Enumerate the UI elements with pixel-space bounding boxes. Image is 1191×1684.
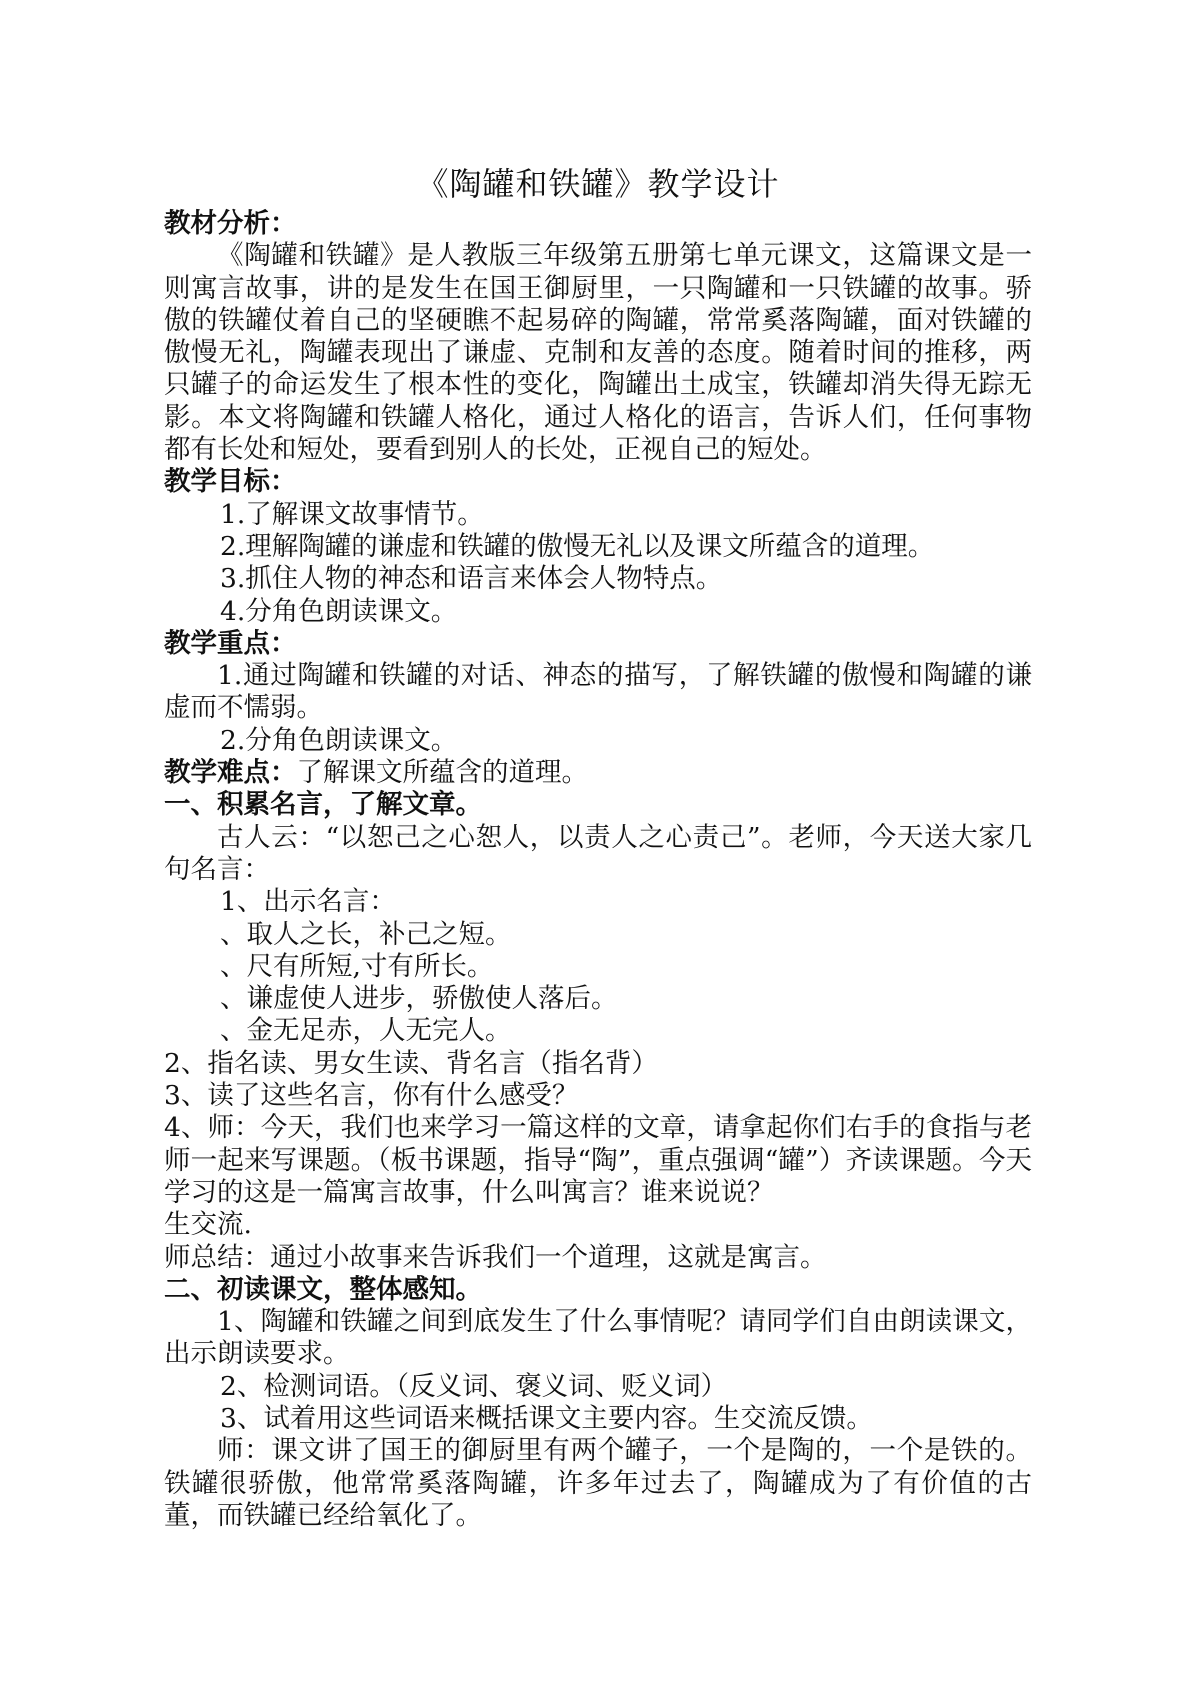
difficulty-body: 了解课文所蕴含的道理。 (296, 757, 588, 789)
part1-step4: 4、师：今天，我们也来学习一篇这样的文章，请拿起你们右手的食指与老师一起来写课题。（板书课题，指导“陶”，重点强调“罐”）齐读课题。今天学习的这是一篇寓言故事，什么叫寓言？谁来说说？ (164, 1112, 1032, 1208)
keypoint-item-2: 2.分角色朗读课文。 (220, 724, 458, 756)
difficulty-line (164, 757, 1032, 789)
keypoints-heading: 教学重点： (164, 627, 297, 659)
part1-summary: 师总结：通过小故事来告诉我们一个道理，这就是寓言。 (164, 1241, 827, 1273)
document-page (164, 164, 1032, 1532)
part2-step2: 2、检测词语。（反义词、褒义词、贬义词） (220, 1370, 728, 1402)
difficulty-heading: 教学难点： (164, 757, 297, 789)
goal-item-2: 2.理解陶罐的谦虚和铁罐的傲慢无礼以及课文所蕴含的道理。 (220, 530, 935, 562)
part2-step1: 1、陶罐和铁罐之间到底发生了什么事情呢？请同学们自由朗读课文，出示朗读要求。 (164, 1306, 1032, 1370)
part1-intro: 古人云：“以恕己之心恕人，以责人之心责己”。老师，今天送大家几句名言： (164, 821, 1032, 885)
quote-item-1: 、取人之长，补己之短。 (220, 918, 512, 950)
part1-step3: 3、读了这些名言，你有什么感受？ (164, 1080, 579, 1112)
goal-item-3: 3.抓住人物的神态和语言来体会人物特点。 (220, 563, 723, 595)
part2-teacher: 师：课文讲了国王的御厨里有两个罐子，一个是陶的，一个是铁的。铁罐很骄傲，他常常奚落陶罐，许多年过去了，陶罐成为了有价值的古董，而铁罐已经给氧化了。 (164, 1435, 1032, 1531)
part1-step1: 1、出示名言： (220, 886, 396, 918)
analysis-heading: 教材分析： (164, 208, 297, 239)
part2-step3: 3、试着用这些词语来概括课文主要内容。生交流反馈。 (220, 1402, 873, 1434)
goals-heading: 教学目标： (164, 466, 297, 498)
analysis-body: 《陶罐和铁罐》是人教版三年级第五册第七单元课文，这篇课文是一则寓言故事，讲的是发生在国王御厨里，一只陶罐和一只铁罐的故事。骄傲的铁罐仗着自己的坚硬瞧不起易碎的陶罐，常常奚落陶罐，面对铁罐的傲慢无礼，陶罐表现出了谦虚、克制和友善的态度。随着时间的推移，两只罐子的命运发生了根本性的变化，陶罐出土成宝，铁罐却消失得无踪无影。本文将陶罐和铁罐人格化，通过人格化的语言，告诉人们，任何事物都有长处和短处，要看到别人的长处，正视自己的短处。 (164, 240, 1032, 466)
quote-item-2: 、尺有所短,寸有所长。 (220, 950, 494, 982)
part1-heading: 一、积累名言，了解文章。 (164, 789, 482, 821)
quote-item-3: 、谦虚使人进步，骄傲使人落后。 (220, 983, 618, 1015)
keypoint-item-1: 1.通过陶罐和铁罐的对话、神态的描写，了解铁罐的傲慢和陶罐的谦虚而不懦弱。 (164, 660, 1032, 724)
part2-heading: 二、初读课文，整体感知。 (164, 1273, 482, 1305)
goal-item-4: 4.分角色朗读课文。 (220, 595, 458, 627)
part1-step2: 2、指名读、男女生读、背名言（指名背） (164, 1047, 658, 1079)
document-title: 《陶罐和铁罐》教学设计 (416, 165, 780, 203)
goal-item-1: 1.了解课文故事情节。 (220, 498, 484, 530)
quote-item-4: 、金无足赤，人无完人。 (220, 1015, 512, 1047)
part1-student: 生交流. (164, 1209, 252, 1241)
